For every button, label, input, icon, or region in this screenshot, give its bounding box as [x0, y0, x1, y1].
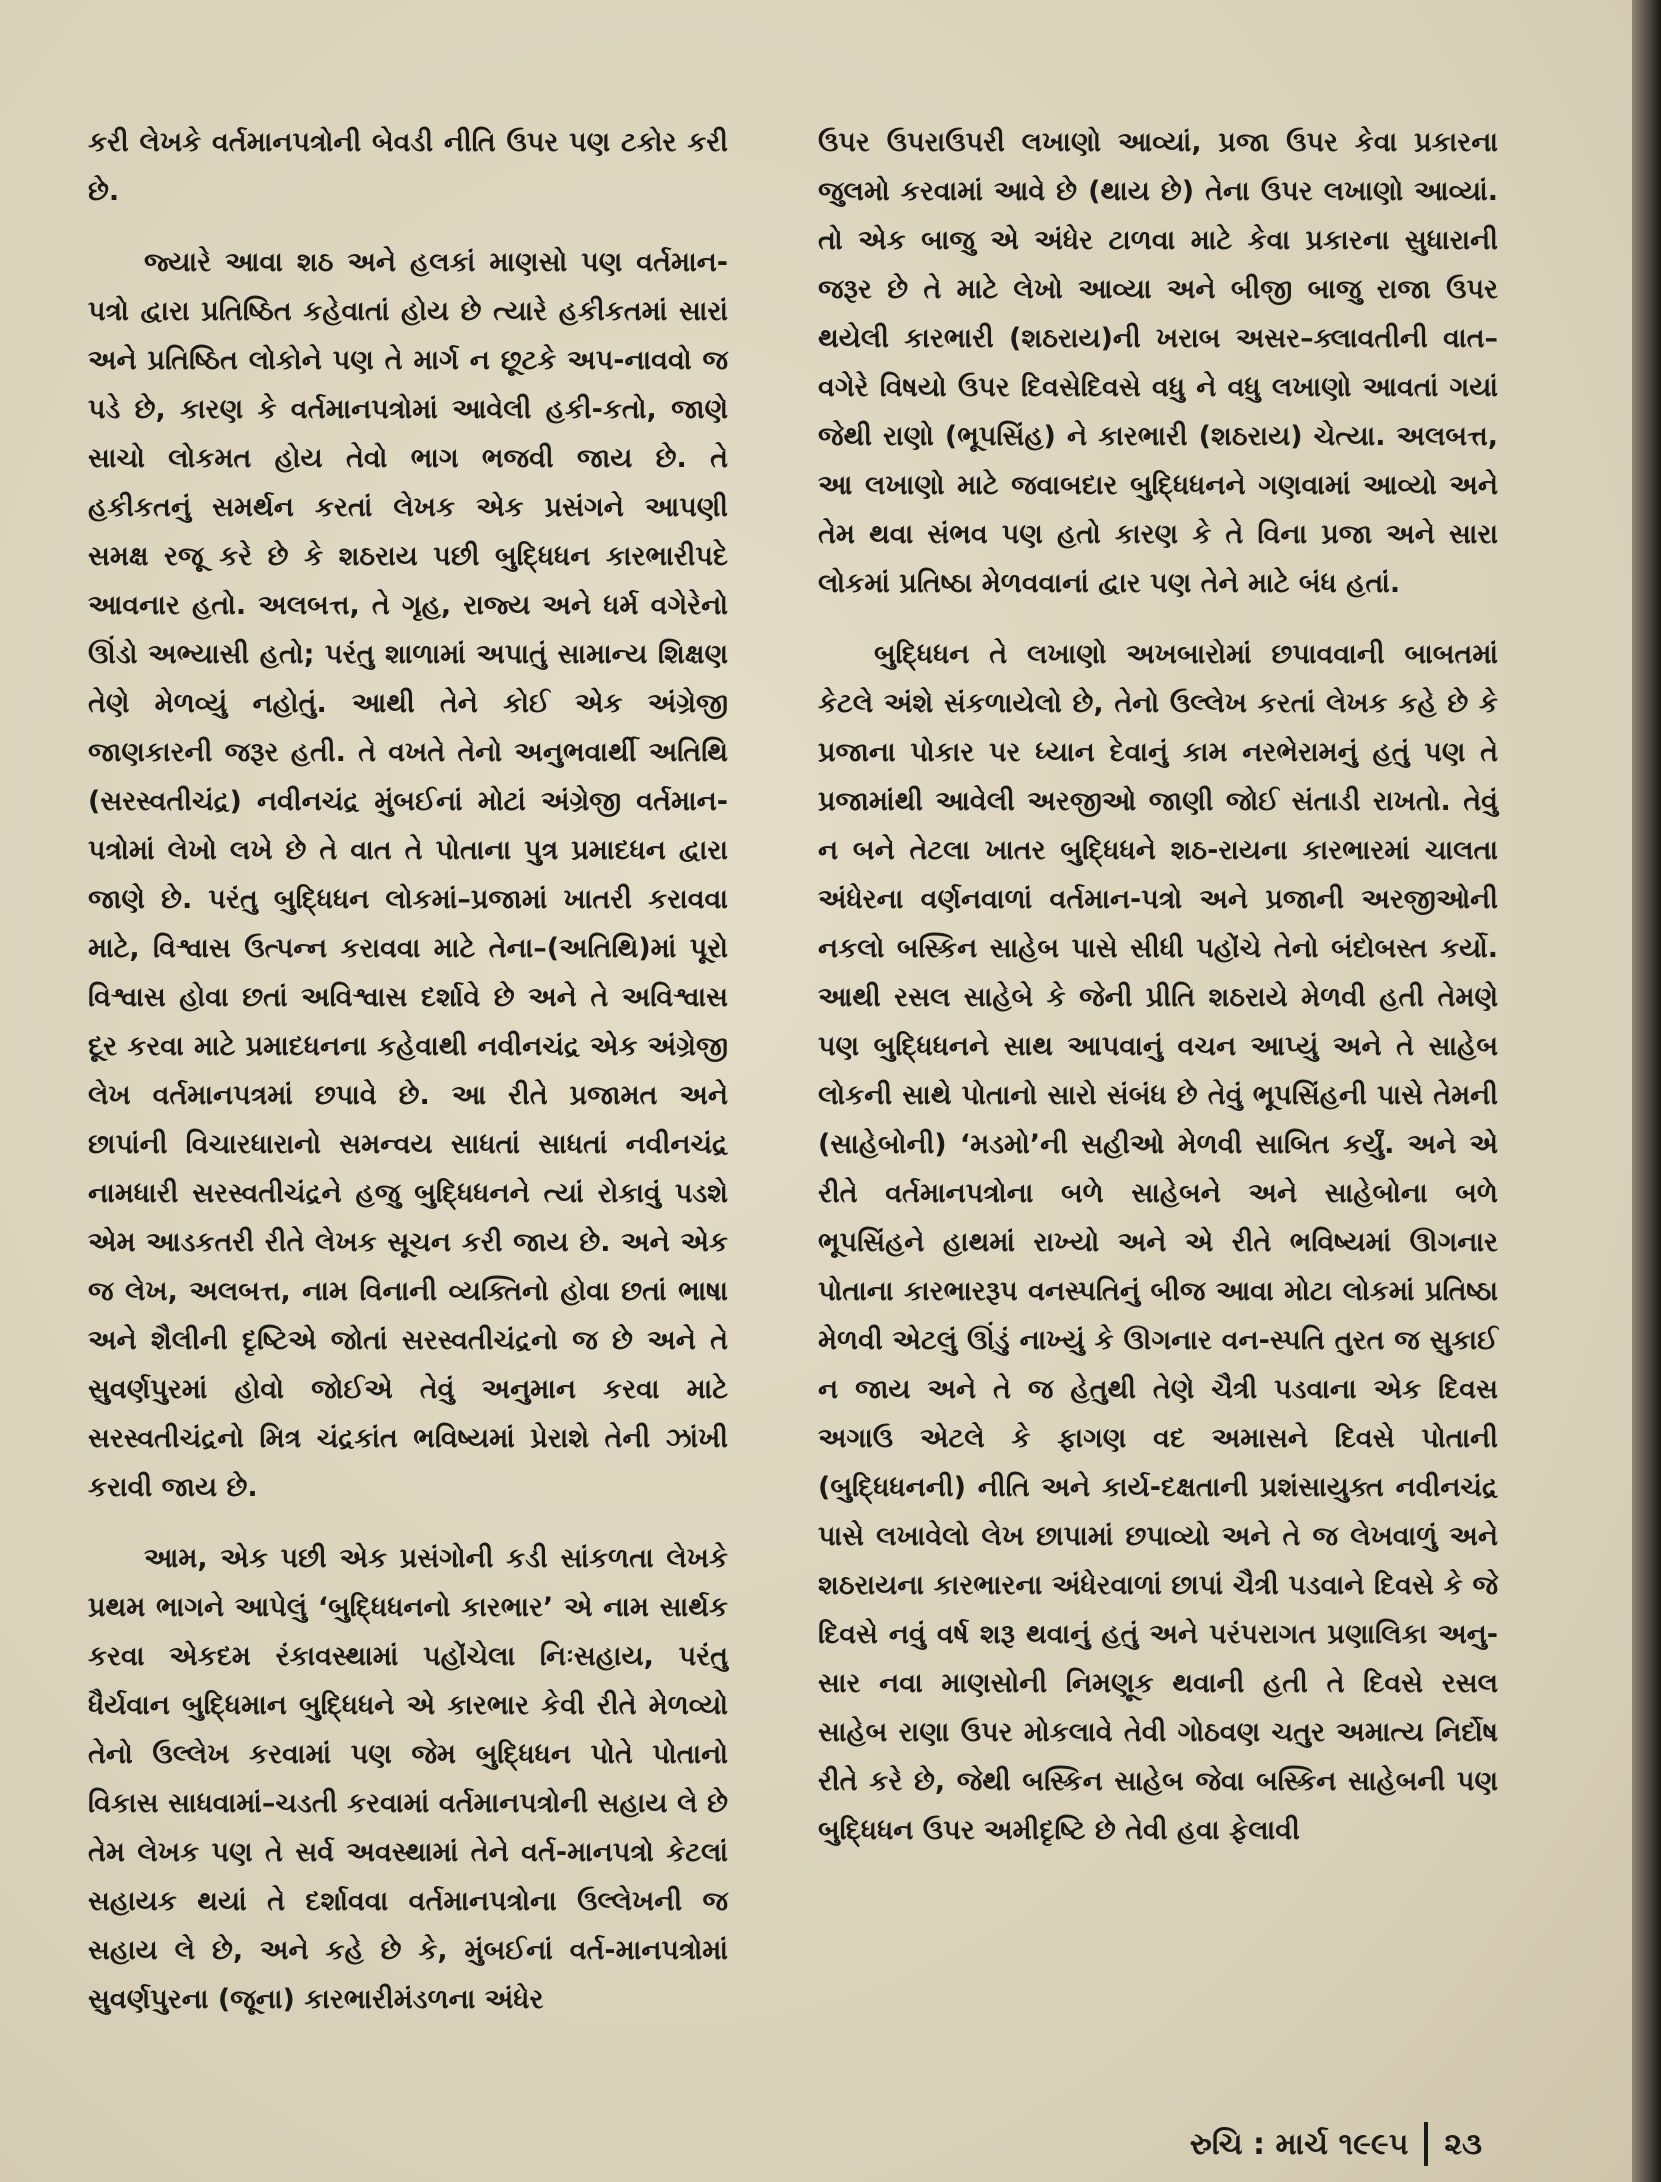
right-column	[818, 118, 1498, 1877]
magazine-issue: રુચિ : માર્ચ ૧૯૯૫	[1189, 2126, 1409, 2162]
paragraph: બુદ્ધિધન તે લખાણો અખબારોમાં છપાવવાની બાબતમાં કેટલે અંશે સંકળાયેલો છે, તેનો ઉલ્લેખ કરતાં લેખક કહે છે કે પ્રજાના પોકાર પર ધ્યાન દેવાનું કામ નરભેરામનું હતું પણ તે પ્રજામાંથી આવેલી અરજીઓ જાણી જોઈ સંતાડી રાખતો. તેવું ન બને તેટલા ખાતર બુદ્ધિધને શઠ-રાયના કારભારમાં ચાલતા અંધેરના વર્ણનવાળાં વર્તમાન-પત્રો અને પ્રજાની અરજીઓની નકલો બસ્કિન સાહેબ પાસે સીધી પહોંચે તેનો બંદોબસ્ત કર્યો. આથી રસલ સાહેબે કે જેની પ્રીતિ શઠરાયે મેળવી હતી તેમણે પણ બુદ્ધિધનને સાથ આપવાનું વચન આપ્યું અને તે સાહેબ લોકની સાથે પોતાનો સારો સંબંધ છે તેવું ભૂપસિંહની પાસે તેમની (સાહેબોની) ‘મડમો’ની સહીઓ મેળવી સાબિત કર્યું. અને એ રીતે વર્તમાનપત્રોના બળે સાહેબને અને સાહેબોના બળે ભૂપસિંહને હાથમાં રાખ્યો અને એ રીતે ભવિષ્યમાં ઊગનાર પોતાના કારભારરૂપ વનસ્પતિનું બીજ આવા મોટા લોકમાં પ્રતિષ્ઠા મેળવી એટલું ઊંડું નાખ્યું કે ઊગનાર વન-સ્પતિ તુરત જ સુકાઈ ન જાય અને તે જ હેતુથી તેણે ચૈત્રી પડવાના એક દિવસ અગાઉ એટલે કે ફાગણ વદ અમાસને દિવસે પોતાની (બુદ્ધિધનની) નીતિ અને કાર્ય-દક્ષતાની પ્રશંસાયુક્ત નવીનચંદ્ર પાસે લખાવેલો લેખ છાપામાં છપાવ્યો અને તે જ લેખવાળું અને શઠરાયના કારભારના અંધેરવાળાં છાપાં ચૈત્રી પડવાને દિવસે કે જે દિવસે નવું વર્ષ શરૂ થવાનું હતું અને પરંપરાગત પ્રણાલિકા અનુ-સાર નવા માણસોની નિમણૂક થવાની હતી તે દિવસે રસલ સાહેબ રાણા ઉપર મોકલાવે તેવી ગોઠવણ ચતુર અમાત્ય નિર્દોષ રીતે કરે છે, જેથી બસ્કિન સાહેબ જેવા બસ્કિન સાહેબની પણ બુદ્ધિધન ઉપર અમીદૃષ્ટિ છે તેવી હવા ફેલાવી	[818, 639, 1498, 1846]
left-column	[88, 118, 728, 2046]
book-spine	[1632, 0, 1661, 2182]
paragraph: આમ, એક પછી એક પ્રસંગોની કડી સાંકળતા લેખકે પ્રથમ ભાગને આપેલું ‘બુદ્ધિધનનો કારભાર’ એ નામ સાર્થક કરવા એકદમ રંકાવસ્થામાં પહોંચેલા નિઃસહાય, પરંતુ ધૈર્યવાન બુદ્ધિમાન બુદ્ધિધને એ કારભાર કેવી રીતે મેળવ્યો તેનો ઉલ્લેખ કરવામાં પણ જેમ બુદ્ધિધન પોતે પોતાનો વિકાસ સાધવામાં–ચડતી કરવામાં વર્તમાનપત્રોની સહાય લે છે તેમ લેખક પણ તે સર્વ અવસ્થામાં તેને વર્ત-માનપત્રો કેટલાં સહાયક થયાં તે દર્શાવવા વર્તમાનપત્રોના ઉલ્લેખની જ સહાય લે છે, અને કહે છે કે, મુંબઈનાં વર્ત-માનપત્રોમાં સુવર્ણપુરના (જૂના) કારભારીમંડળના અંધેર	[88, 1543, 728, 2015]
page-number: ૨૩	[1444, 2126, 1482, 2162]
page-footer	[1190, 2122, 1482, 2166]
paragraph: જ્યારે આવા શઠ અને હલકાં માણસો પણ વર્તમાન-પત્રો દ્વારા પ્રતિષ્ઠિત કહેવાતાં હોય છે ત્યારે હકીકતમાં સારાં અને પ્રતિષ્ઠિત લોકોને પણ તે માર્ગ ન છૂટકે અપ-નાવવો જ પડે છે, કારણ કે વર્તમાનપત્રોમાં આવેલી હકી-કતો, જાણે સાચો લોકમત હોય તેવો ભાગ ભજવી જાય છે. તે હકીકતનું સમર્થન કરતાં લેખક એક પ્રસંગને આપણી સમક્ષ રજૂ કરે છે કે શઠરાય પછી બુદ્ધિધન કારભારીપદે આવનાર હતો. અલબત્ત, તે ગૃહ, રાજ્ય અને ધર્મ વગેરેનો ઊંડો અભ્યાસી હતો; પરંતુ શાળામાં અપાતું સામાન્ય શિક્ષણ તેણે મેળવ્યું નહોતું. આથી તેને કોઈ એક અંગ્રેજી જાણકારની જરૂર હતી. તે વખતે તેનો અનુભવાર્થી અતિથિ (સરસ્વતીચંદ્ર) નવીનચંદ્ર મુંબઈનાં મોટાં અંગ્રેજી વર્તમાન-પત્રોમાં લેખો લખે છે તે વાત તે પોતાના પુત્ર પ્રમાદધન દ્વારા જાણે છે. પરંતુ બુદ્ધિધન લોકમાં–પ્રજામાં ખાતરી કરાવવા માટે, વિશ્વાસ ઉત્પન્ન કરાવવા માટે તેના–(અતિથિ)માં પૂરો વિશ્વાસ હોવા છતાં અવિશ્વાસ દર્શાવે છે અને તે અવિશ્વાસ દૂર કરવા માટે પ્રમાદધનના કહેવાથી નવીનચંદ્ર એક અંગ્રેજી લેખ વર્તમાનપત્રમાં છપાવે છે. આ રીતે પ્રજામત અને છાપાંની વિચારધારાનો સમન્વય સાધતાં સાધતાં નવીનચંદ્ર નામધારી સરસ્વતીચંદ્રને હજુ બુદ્ધિધનને ત્યાં રોકાવું પડશે એમ આડકતરી રીતે લેખક સૂચન કરી જાય છે. અને એક જ લેખ, અલબત્ત, નામ વિનાની વ્યક્તિનો હોવા છતાં ભાષા અને શૈલીની દૃષ્ટિએ જોતાં સરસ્વતીચંદ્રનો જ છે અને તે સુવર્ણપુરમાં હોવો જોઈએ તેવું અનુમાન કરવા માટે સરસ્વતીચંદ્રનો મિત્ર ચંદ્રકાંત ભવિષ્યમાં પ્રેરાશે તેની ઝાંખી કરાવી જાય છે.	[88, 247, 729, 1503]
paragraph: ઉપર ઉપરાઉપરી લખાણો આવ્યાં, પ્રજા ઉપર કેવા પ્રકારના જુલમો કરવામાં આવે છે (થાય છે) તેના ઉપર લખાણો આવ્યાં. તો એક બાજુ એ અંધેર ટાળવા માટે કેવા પ્રકારના સુધારાની જરૂર છે તે માટે લેખો આવ્યા અને બીજી બાજુ રાજા ઉપર થયેલી કારભારી (શઠરાય)ની ખરાબ અસર–ક્લાવતીની વાત–વગેરે વિષયો ઉપર દિવસેદિવસે વધુ ને વધુ લખાણો આવતાં ગયાં જેથી રાણો (ભૂપસિંહ) ને કારભારી (શઠરાય) ચેત્યા. અલબત્ત, આ લખાણો માટે જવાબદાર બુદ્ધિધનને ગણવામાં આવ્યો અને તેમ થવા સંભવ પણ હતો કારણ કે તે વિના પ્રજા અને સારા લોકમાં પ્રતિષ્ઠા મેળવવાનાં દ્વાર પણ તેને માટે બંધ હતાં.	[818, 127, 1498, 599]
footer-divider	[1424, 2122, 1428, 2166]
paragraph: કરી લેખકે વર્તમાનપત્રોની બેવડી નીતિ ઉપર પણ ટકોર કરી છે.	[88, 127, 728, 207]
